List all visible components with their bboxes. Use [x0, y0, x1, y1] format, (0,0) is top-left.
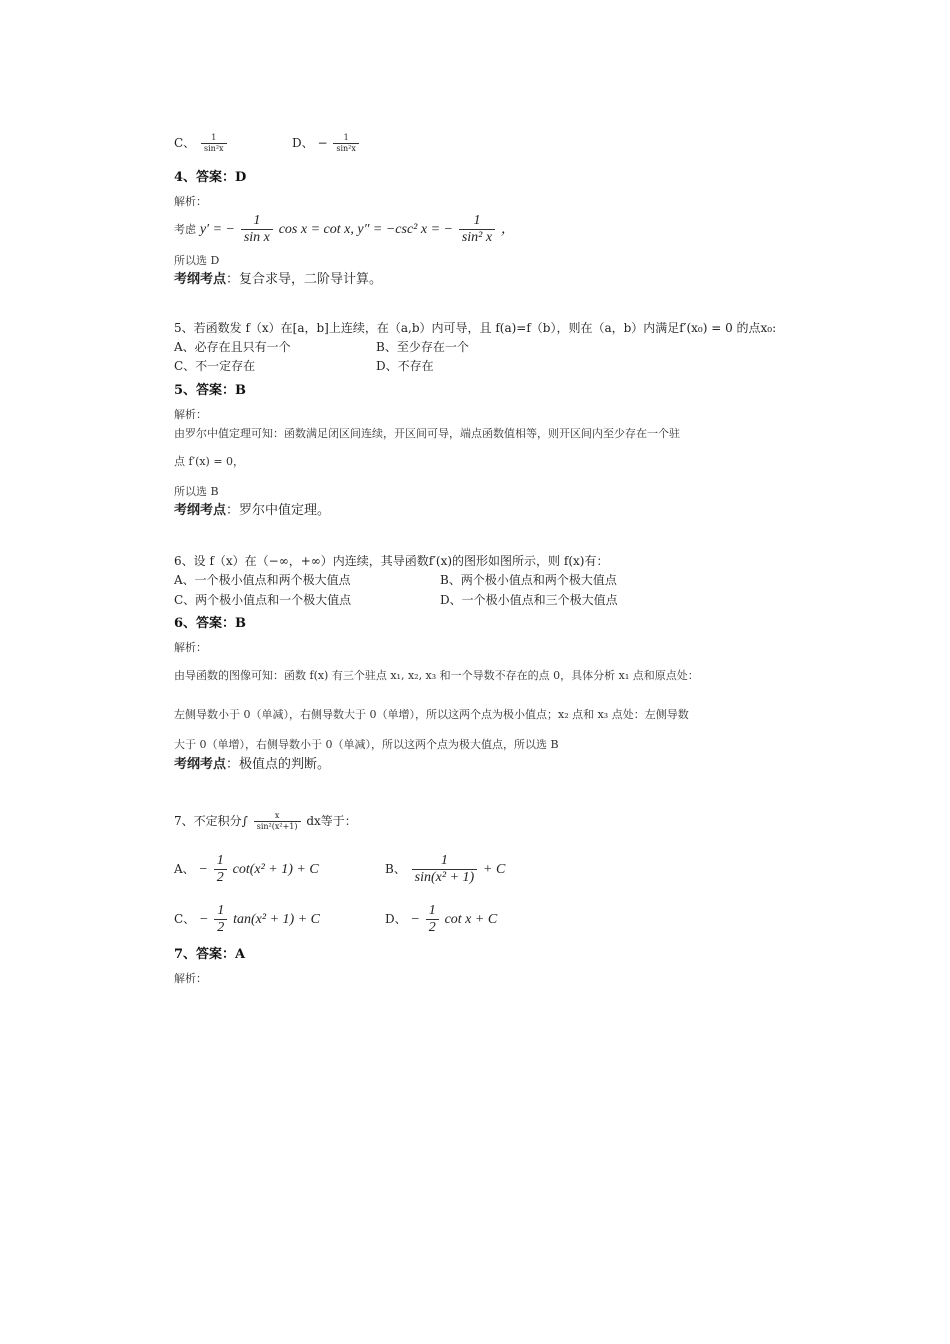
- q6-option-d: D、一个极小值点和三个极大值点: [440, 593, 618, 607]
- q6-answer: 6、答案：B: [174, 616, 247, 631]
- q5-option-d: D、不存在: [376, 359, 434, 373]
- question-prefix: 7、不定积分∫: [174, 814, 248, 828]
- q5-question: 5、若函数发 f（x）在[a，b]上连续，在（a,b）内可导，且 f(a)=f（b），则在（a，b）内满足f′(x₀) = 0 的点x₀:: [174, 321, 777, 335]
- option-expression: cot(x² + 1) + C: [232, 862, 319, 877]
- q6-question: 6、设 f（x）在（−∞，+∞）内连续，其导函数f′(x)的图形如图所示，则 f(x)有：: [174, 554, 609, 568]
- kaogang-text: ：复合求导，二阶导计算。: [226, 272, 383, 287]
- q5-option-b: B、至少存在一个: [376, 340, 469, 354]
- option-label: D、: [292, 136, 314, 150]
- q4-so-choose: 所以选 D: [174, 254, 220, 267]
- q7-analysis-label: 解析：: [174, 972, 207, 985]
- q5-option-c: C、不一定存在: [174, 359, 256, 373]
- fraction: [214, 854, 227, 885]
- q5-kaogang: [174, 503, 330, 519]
- q6-kaogang: [174, 757, 330, 773]
- option-expression: cot x + C: [444, 912, 498, 927]
- option-label: B、: [385, 862, 406, 876]
- fraction-denominator: sin²x: [336, 144, 356, 153]
- q6-analysis-label: 解析：: [174, 641, 207, 654]
- fraction-numerator: x: [254, 812, 301, 822]
- q5-answer: 5、答案：B: [174, 383, 247, 398]
- minus-sign: −: [410, 912, 420, 927]
- fraction: [412, 854, 478, 885]
- minus-sign: −: [317, 136, 328, 150]
- kaogang-label: 考纲考点: [174, 272, 227, 287]
- q4-kaogang: [174, 272, 382, 288]
- q5-option-a: A、必存在且只有一个: [174, 340, 291, 354]
- option-label: D、: [385, 912, 407, 926]
- kaogang-text: ：极值点的判断。: [226, 757, 331, 772]
- fraction-denominator: sin x: [243, 230, 270, 245]
- q3-option-d: [292, 134, 361, 153]
- q6-analysis-line3: 大于 0（单增），右侧导数小于 0（单减），所以这两个点为极大值点，所以选 B: [174, 738, 559, 751]
- fraction-denominator: 2: [428, 920, 436, 935]
- kaogang-text: ：罗尔中值定理。: [226, 503, 331, 518]
- fraction: [426, 904, 439, 935]
- fraction-denominator: 2: [217, 920, 225, 935]
- minus-sign: −: [198, 862, 208, 877]
- q6-option-b: B、两个极小值点和两个极大值点: [440, 573, 617, 587]
- fraction-denominator: sin(x² + 1): [414, 870, 475, 885]
- q5-analysis-label: 解析：: [174, 408, 207, 421]
- fraction-denominator: sin² x: [461, 230, 493, 245]
- fraction-numerator: 1: [426, 904, 439, 920]
- fraction: [333, 134, 359, 153]
- fraction-numerator: 1: [214, 854, 227, 870]
- q5-analysis-line1: 由罗尔中值定理可知：函数满足闭区间连续，开区间可导，端点函数值相等，则开区间内至少存在一个驻: [174, 427, 680, 440]
- kaogang-label: 考纲考点: [174, 757, 227, 772]
- option-label: A、: [174, 862, 195, 876]
- q6-option-a: A、一个极小值点和两个极大值点: [174, 573, 351, 587]
- q6-analysis-line1: 由导函数的图像可知：函数 f(x) 有三个驻点 x₁, x₂, x₃ 和一个导数不存在的点 0，具体分析 x₁ 点和原点处：: [174, 669, 699, 682]
- fraction: [201, 134, 227, 153]
- q7-option-c: [174, 902, 320, 937]
- option-expression: + C: [483, 862, 506, 877]
- q3-option-c: [174, 134, 229, 153]
- integrand-fraction: [254, 812, 301, 831]
- kaogang-label: 考纲考点: [174, 503, 227, 518]
- q7-option-a: [174, 852, 319, 887]
- q5-analysis-line2: 点 f′(x) = 0，: [174, 455, 245, 468]
- q7-option-d: [385, 902, 497, 937]
- q4-answer: 4、答案：D: [174, 170, 247, 185]
- fraction-numerator: 1: [241, 214, 273, 230]
- q7-answer: 7、答案：A: [174, 947, 246, 962]
- q7-question: [174, 810, 357, 832]
- fraction: [214, 904, 227, 935]
- q4-formula: [174, 214, 515, 245]
- fraction-numerator: 1: [333, 134, 359, 144]
- formula-end: ，: [500, 222, 515, 237]
- fraction-numerator: 1: [214, 904, 227, 920]
- question-suffix: dx等于：: [306, 814, 357, 828]
- fraction-denominator: sin²x: [204, 144, 224, 153]
- minus-sign: −: [199, 912, 209, 927]
- option-label: C、: [174, 912, 196, 926]
- option-label: C、: [174, 136, 196, 150]
- fraction-numerator: 1: [459, 214, 495, 230]
- q6-option-c: C、两个极小值点和一个极大值点: [174, 593, 352, 607]
- fraction: [241, 214, 273, 245]
- fraction: [459, 214, 495, 245]
- fraction-numerator: 1: [412, 854, 478, 870]
- option-expression: tan(x² + 1) + C: [233, 912, 320, 927]
- fraction-denominator: sin²(x²+1): [256, 822, 298, 831]
- q7-option-b: [385, 852, 505, 887]
- formula-prefix: 考虑: [174, 223, 196, 236]
- fraction-denominator: 2: [216, 870, 224, 885]
- formula-part: cos x = cot x, y″ = −csc² x = −: [278, 222, 453, 237]
- q6-analysis-line2: 左侧导数小于 0（单减），右侧导数大于 0（单增），所以这两个点为极小值点；x₂ 点和 x₃ 点处：左侧导数: [174, 708, 689, 721]
- fraction-numerator: 1: [201, 134, 227, 144]
- formula-part: y′ = −: [199, 222, 235, 237]
- q4-analysis-label: 解析：: [174, 195, 207, 208]
- q5-so-choose: 所以选 B: [174, 485, 219, 498]
